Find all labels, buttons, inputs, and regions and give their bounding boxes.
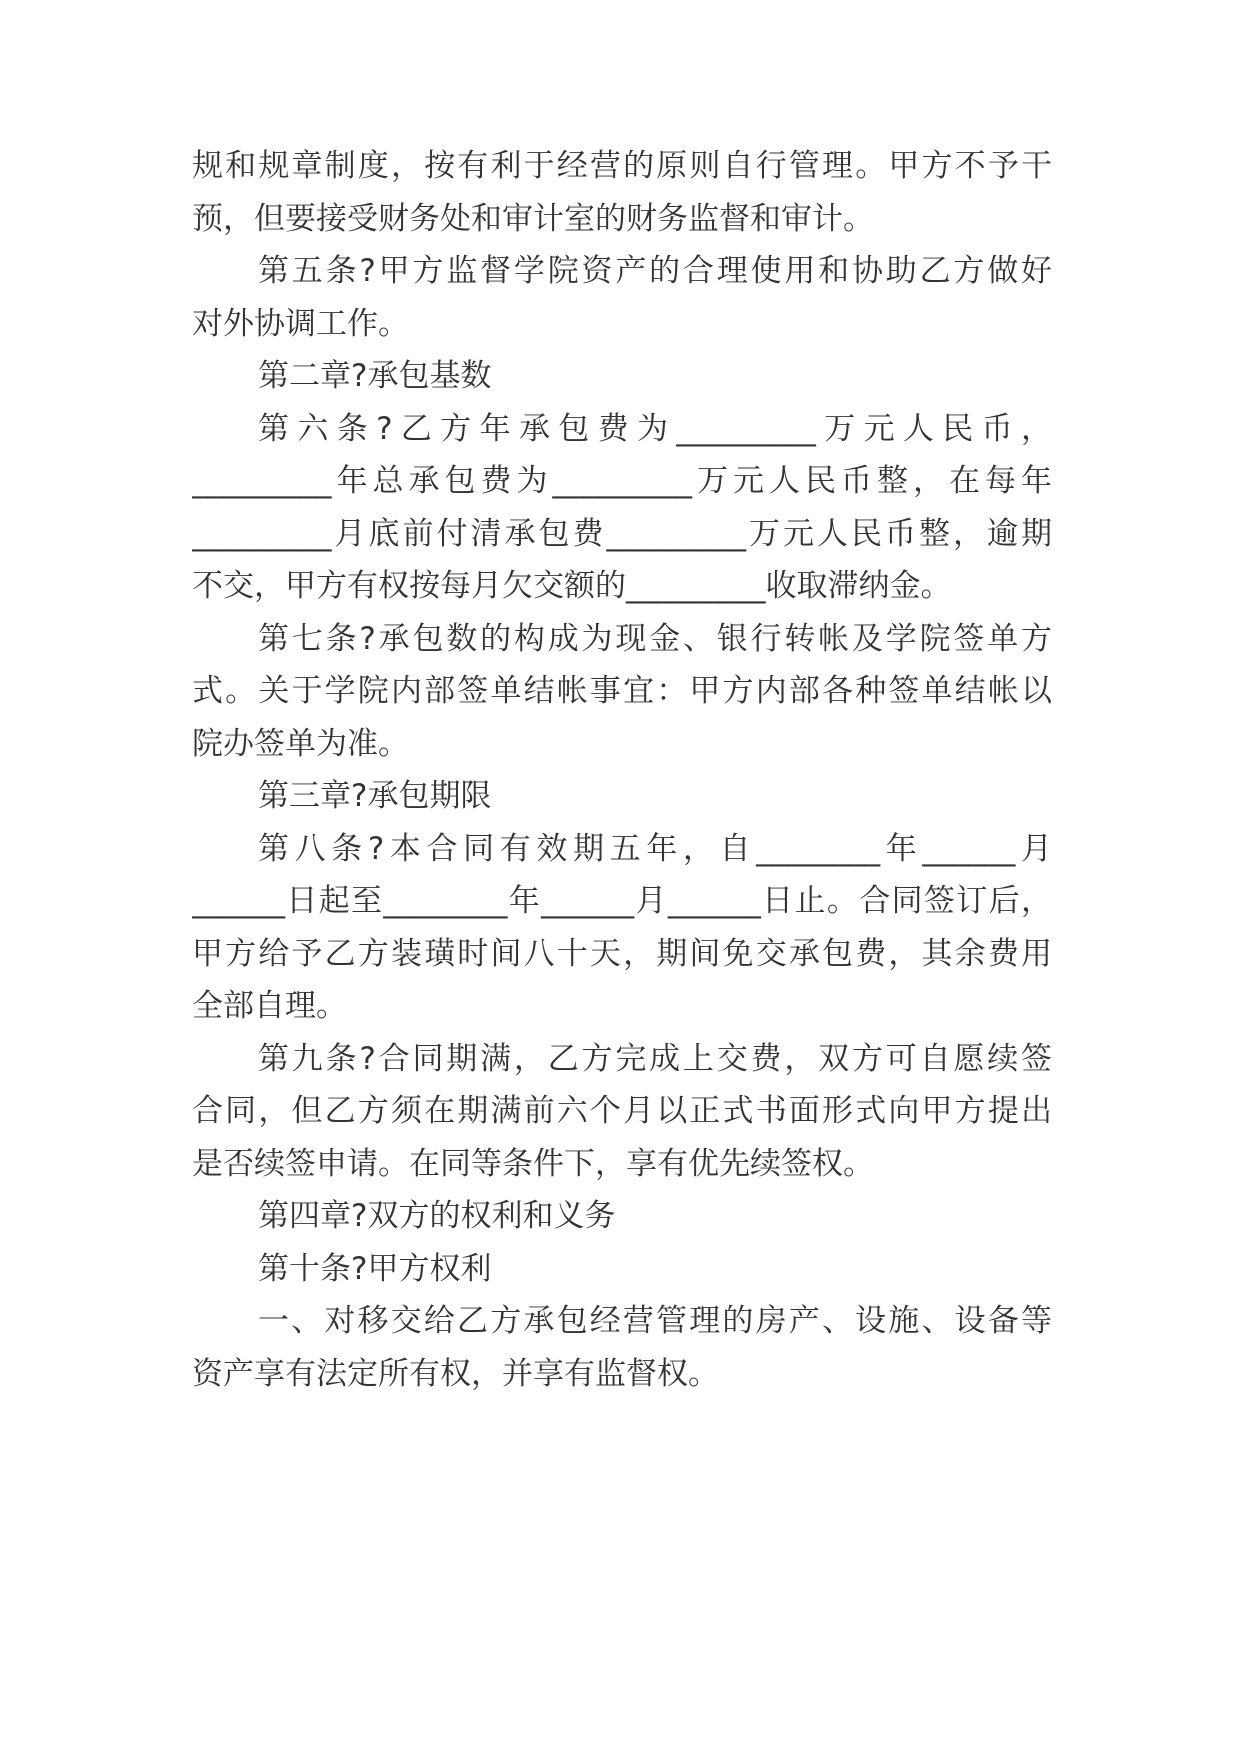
text-line-14: 第八条?本合同有效期五年，自________年______月	[258, 831, 1052, 867]
text-line-24: 资产享有法定所有权，并享有监督权。	[192, 1356, 719, 1392]
chapter-3-heading: 第三章?承包期限	[258, 778, 492, 814]
text-line-16: 甲方给予乙方装璜时间八十天，期间免交承包费，其余费用	[192, 936, 1052, 972]
text-line-2: 预，但要接受财务处和审计室的财务监督和审计。	[192, 201, 874, 237]
text-line-15: ______日起至________年______月______日止。合同签订后，	[192, 883, 1052, 919]
text-line-8: _________月底前付清承包费_________万元人民币整，逾期	[192, 516, 1052, 552]
article-10-heading: 第十条?甲方权利	[258, 1251, 492, 1287]
text-line-18: 第九条?合同期满，乙方完成上交费，双方可自愿续签	[258, 1041, 1052, 1077]
text-line-7: _________年总承包费为_________万元人民币整，在每年	[192, 463, 1052, 499]
text-line-3: 第五条?甲方监督学院资产的合理使用和协助乙方做好	[258, 253, 1052, 289]
text-line-10: 第七条?承包数的构成为现金、银行转帐及学院签单方	[258, 621, 1052, 657]
text-line-4: 对外协调工作。	[192, 306, 409, 342]
text-line-19: 合同，但乙方须在期满前六个月以正式书面形式向甲方提出	[192, 1093, 1052, 1129]
text-line-1: 规和规章制度，按有利于经营的原则自行管理。甲方不予干	[192, 148, 1052, 184]
chapter-2-heading: 第二章?承包基数	[258, 358, 492, 394]
text-line-9: 不交，甲方有权按每月欠交额的_________收取滞纳金。	[192, 568, 952, 604]
text-line-20: 是否续签申请。在同等条件下，享有优先续签权。	[192, 1146, 874, 1182]
text-line-6: 第六条?乙方年承包费为_________万元人民币，	[258, 411, 1052, 447]
text-line-11: 式。关于学院内部签单结帐事宜：甲方内部各种签单结帐以	[192, 673, 1052, 709]
text-line-17: 全部自理。	[192, 988, 347, 1024]
text-line-23: 一、对移交给乙方承包经营管理的房产、设施、设备等	[258, 1303, 1052, 1339]
chapter-4-heading: 第四章?双方的权利和义务	[258, 1198, 616, 1234]
text-line-12: 院办签单为准。	[192, 726, 409, 762]
